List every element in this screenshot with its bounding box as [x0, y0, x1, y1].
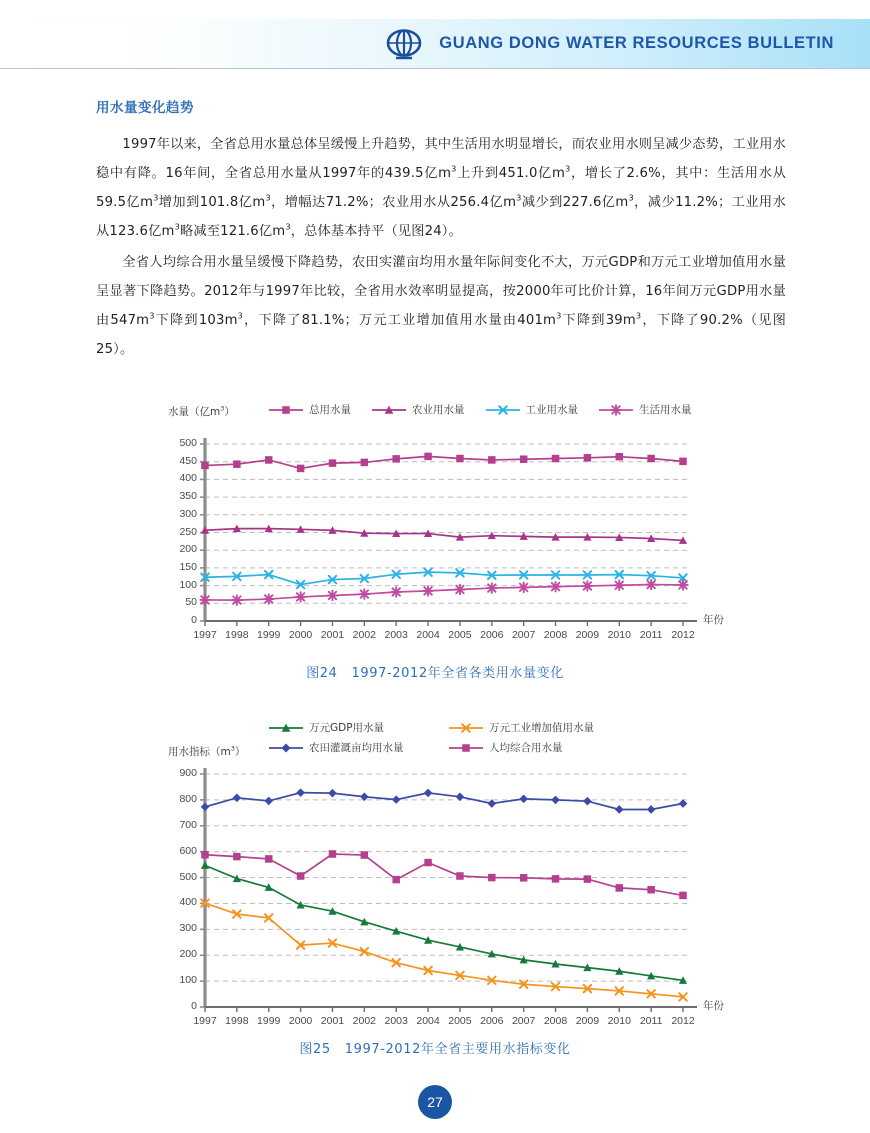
- legend-item: [448, 740, 608, 755]
- x-axis-tick-label: 1997: [193, 1015, 217, 1027]
- y-axis-tick-label: 300: [179, 922, 197, 935]
- x-axis-tick-label: 1997: [193, 629, 217, 641]
- y-axis-tick-label: 500: [179, 437, 197, 449]
- legend-label: 农业用水量: [412, 404, 465, 416]
- y-axis-tick-label: 900: [179, 767, 197, 779]
- legend-marker-icon: [448, 722, 484, 734]
- legend-label: 万元GDP用水量: [309, 722, 385, 734]
- legend-marker-icon: [371, 404, 407, 416]
- legend-item: [371, 402, 465, 417]
- y-axis-title: 用水指标$(m^3)$: [168, 744, 246, 758]
- chart-24-canvas: [0, 396, 870, 656]
- x-axis-tick-label: 2003: [384, 1015, 408, 1027]
- y-axis-tick-label: 0: [191, 614, 197, 626]
- figure-24-label: 图24: [306, 666, 338, 681]
- legend-label: 工业用水量: [525, 404, 578, 416]
- chart-legend: [268, 720, 608, 735]
- x-axis-tick-label: 2000: [288, 1015, 313, 1027]
- legend-marker-icon: [598, 404, 634, 416]
- x-axis-tick-label: 2004: [416, 629, 440, 641]
- y-axis-tick-label: 450: [179, 454, 197, 467]
- header-title: GUANG DONG WATER RESOURCES BULLETIN: [439, 34, 834, 52]
- x-axis-title: 年份: [703, 614, 724, 626]
- y-axis-tick-label: 600: [179, 844, 197, 857]
- x-axis-tick-label: 2004: [416, 1015, 440, 1027]
- legend-marker-icon: [268, 722, 304, 734]
- x-axis-tick-label: 2012: [671, 629, 695, 641]
- x-axis-tick-label: 2011: [639, 1015, 663, 1027]
- x-axis-tick-label: 2009: [575, 1015, 600, 1027]
- legend-item: [598, 402, 692, 417]
- y-axis-tick-label: 250: [179, 525, 197, 538]
- figure-25-label: 图25: [299, 1042, 331, 1057]
- legend-marker-icon: [268, 404, 304, 416]
- y-axis-tick-label: 100: [179, 974, 197, 987]
- legend-label: 万元工业增加值用水量: [489, 722, 594, 734]
- legend-label: 人均综合用水量: [489, 742, 563, 754]
- figure-24-caption: [0, 662, 870, 681]
- x-axis-tick-label: 2007: [511, 629, 536, 641]
- figure-24: [0, 396, 870, 681]
- water-bulletin-logo-icon: [383, 28, 425, 60]
- figure-25: [0, 712, 870, 1057]
- y-axis-tick-label: 100: [179, 578, 197, 591]
- legend-item: [268, 402, 351, 417]
- page-header: [0, 19, 870, 69]
- x-axis-tick-label: 2006: [480, 1015, 504, 1027]
- x-axis-tick-label: 2005: [448, 1015, 472, 1027]
- x-axis-tick-label: 2008: [543, 1015, 568, 1027]
- y-axis-tick-label: 50: [185, 596, 197, 609]
- x-axis-tick-label: 2003: [384, 629, 408, 641]
- x-axis-tick-label: 2009: [575, 629, 600, 641]
- chart-legend: [268, 402, 692, 417]
- paragraph-2: 全省人均综合用水量呈缓慢下降趋势，农田实灌亩均用水量年际间变化不大，万元GDP和万元工业增加值用水量呈显著下降趋势。2012年与1997年比较，全省用水效率明显提高，按2000年可比价计算，16年间万元GDP用水量由$547m^3$下降到$103m^3$，下降了81.1%；万元工业增加值用水量由$401m^3$下降到$39m^3$，下降了90.2%（见图25）。: [96, 255, 786, 357]
- x-axis-tick-label: 2012: [671, 1015, 695, 1027]
- chart-legend: [268, 740, 608, 755]
- paragraph-1: 1997年以来，全省总用水量总体呈缓慢上升趋势，其中生活用水明显增长，而农业用水则呈减少态势，工业用水稳中有降。16年间，全省总用水量从1997年的439.5亿$m^3$上升到451.0亿$m^3$，增长了2.6%，其中：生活用水从59.5亿$m^3$增加到101.8亿$m^3$，增幅达71.2%；农业用水从256.4亿$m^3$减少到227.6亿$m^3$，减少11.2%；工业用水从123.6亿$m^3$略减至121.6亿$m^3$，总体基本持平（见图24）。: [96, 137, 786, 239]
- legend-item: [485, 402, 579, 417]
- legend-label: 总用水量: [309, 404, 351, 416]
- x-axis-tick-label: 2008: [543, 629, 568, 641]
- x-axis-tick-label: 2000: [288, 629, 313, 641]
- y-axis-tick-label: 800: [179, 792, 197, 805]
- x-axis-tick-label: 2002: [352, 629, 376, 641]
- x-axis-tick-label: 2007: [511, 1015, 536, 1027]
- y-axis-tick-label: 350: [179, 490, 197, 503]
- legend-label: 生活用水量: [639, 404, 692, 416]
- x-axis-tick-label: 1998: [225, 629, 249, 641]
- x-axis-tick-label: 2001: [320, 629, 345, 641]
- x-axis-tick-label: 1998: [225, 1015, 249, 1027]
- y-axis-tick-label: 400: [179, 472, 197, 485]
- x-axis-tick-label: 2002: [352, 1015, 376, 1027]
- x-axis-title: 年份: [703, 1000, 724, 1012]
- y-axis-tick-label: 200: [179, 543, 197, 556]
- x-axis-tick-label: 2001: [320, 1015, 345, 1027]
- y-axis-tick-label: 400: [179, 896, 197, 909]
- x-axis-tick-label: 2006: [480, 629, 504, 641]
- y-axis-tick-label: 300: [179, 507, 197, 520]
- x-axis-tick-label: 1999: [257, 1015, 281, 1027]
- x-axis-tick-label: 1999: [257, 629, 281, 641]
- y-axis-tick-label: 0: [191, 1000, 197, 1012]
- legend-marker-icon: [485, 404, 521, 416]
- y-axis-tick-label: 500: [179, 870, 197, 883]
- x-axis-tick-label: 2010: [607, 1015, 631, 1027]
- article-content: [96, 96, 786, 366]
- y-axis-title: 水量（亿$m^3$）: [168, 404, 235, 418]
- legend-item: [448, 720, 608, 735]
- section-title: 用水量变化趋势: [96, 100, 194, 116]
- legend-item: [268, 740, 428, 755]
- figure-25-text: 1997-2012年全省主要用水指标变化: [344, 1042, 571, 1057]
- figure-25-caption: [0, 1038, 870, 1057]
- y-axis-tick-label: 150: [179, 560, 197, 573]
- legend-marker-icon: [268, 742, 304, 754]
- y-axis-tick-label: 200: [179, 948, 197, 961]
- x-axis-tick-label: 2010: [607, 629, 631, 641]
- x-axis-tick-label: 2011: [639, 629, 663, 641]
- chart-25-canvas: [0, 712, 870, 1032]
- figure-24-text: 1997-2012年全省各类用水量变化: [351, 666, 564, 681]
- legend-label: 农田灌溉亩均用水量: [309, 742, 404, 754]
- page-number: 27: [418, 1085, 452, 1119]
- x-axis-tick-label: 2005: [448, 629, 472, 641]
- y-axis-tick-label: 700: [179, 818, 197, 831]
- legend-item: [268, 720, 428, 735]
- legend-marker-icon: [448, 742, 484, 754]
